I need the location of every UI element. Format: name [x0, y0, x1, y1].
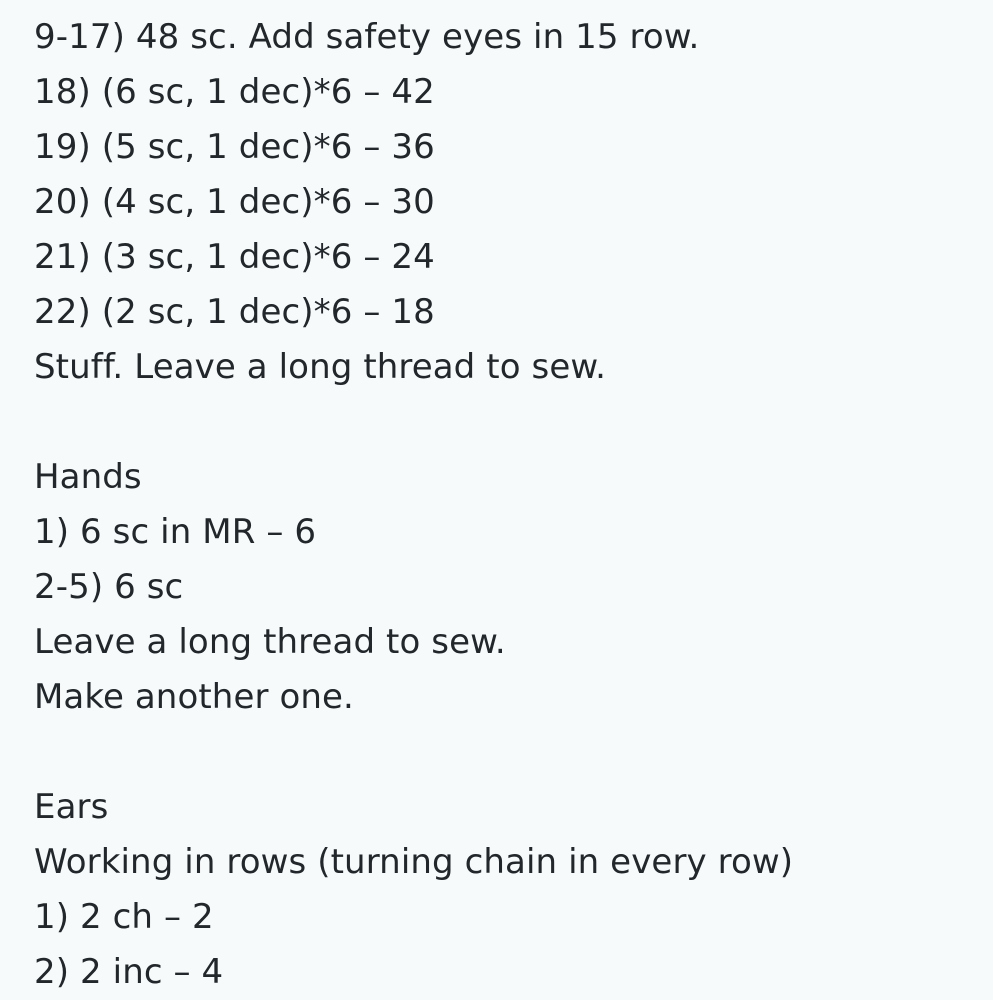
paragraph-spacer [34, 725, 959, 780]
text-line: Stuff. Leave a long thread to sew. [34, 347, 607, 387]
paragraph-spacer [34, 395, 959, 450]
section-head-decrease-rows [34, 10, 959, 395]
text-line: Make another one. [34, 677, 354, 717]
text-line: 20) (4 sc, 1 dec)*6 – 30 [34, 182, 435, 222]
text-line: 1) 6 sc in MR – 6 [34, 512, 317, 552]
section-hands [34, 450, 959, 725]
text-line: 19) (5 sc, 1 dec)*6 – 36 [34, 127, 435, 167]
text-line: 21) (3 sc, 1 dec)*6 – 24 [34, 237, 435, 277]
text-line: Leave a long thread to sew. [34, 622, 506, 662]
section-heading-hands: Hands [34, 457, 142, 497]
text-line: 1) 2 ch – 2 [34, 897, 214, 937]
text-line: 22) (2 sc, 1 dec)*6 – 18 [34, 292, 435, 332]
text-line: 18) (6 sc, 1 dec)*6 – 42 [34, 72, 435, 112]
section-heading-ears: Ears [34, 787, 109, 827]
text-line: 2-5) 6 sc [34, 567, 184, 607]
text-line: 2) 2 inc – 4 [34, 952, 224, 992]
text-line: 9-17) 48 sc. Add safety eyes in 15 row. [34, 17, 700, 57]
text-line: Working in rows (turning chain in every row) [34, 842, 794, 882]
section-ears [34, 780, 959, 1000]
